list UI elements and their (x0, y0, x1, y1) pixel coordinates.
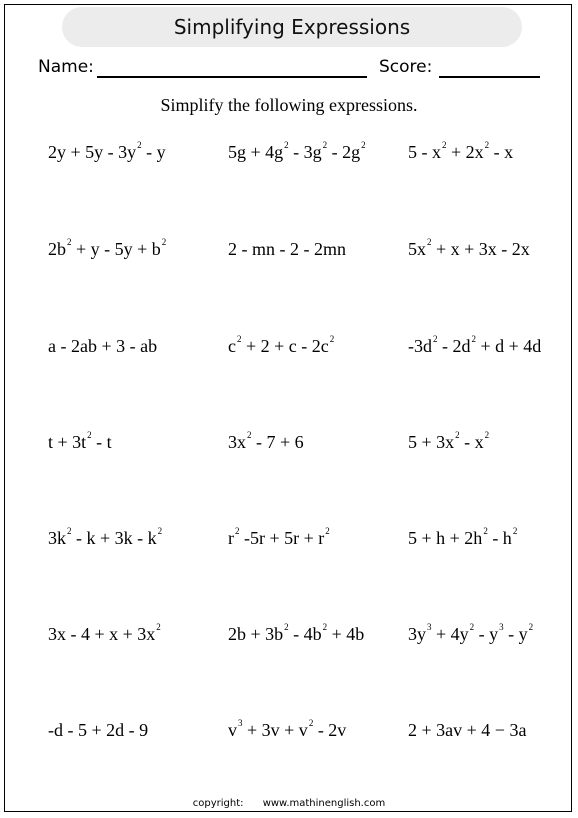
problem-2-1: $2b^2 + y - 5y + b^2$ (48, 237, 167, 259)
problem-4-2: $3x^2 - 7 + 6$ (228, 430, 304, 452)
problem-5-2: $r^2$ $-5r + 5r + r^2$ (228, 526, 330, 548)
score-label: Score: (379, 57, 433, 77)
site-url: www.mathinenglish.com (262, 798, 386, 809)
problem-6-3: $3y^3 + 4y^2 - y^3 - y^2$ (408, 622, 534, 644)
problem-3-2: $c^2 + 2 + c - 2c^2$ (228, 334, 335, 356)
name-line (97, 76, 367, 78)
problem-7-3: 2 + 3av + 4 − 3a (408, 720, 527, 740)
score-line (439, 76, 540, 78)
problem-7-1: -d - 5 + 2d - 9 (48, 720, 149, 740)
worksheet-page (4, 4, 572, 812)
problem-2-2: 2 - mn - 2 - 2mn (228, 239, 346, 259)
problem-4-1: $t + 3t^2 - t$ (48, 430, 112, 452)
worksheet-title: Simplifying Expressions (62, 7, 522, 47)
problem-1-2: $5g + 4g^2 - 3g^2 - 2g^2$ (228, 140, 366, 162)
problem-3-3: $-3d^2 - 2d^2 + d + 4d$ (408, 334, 542, 356)
problem-6-1: $3x - 4 + x + 3x^2$ (48, 622, 161, 644)
problem-1-3: $5 - x^2 + 2x^2 - x$ (408, 140, 514, 162)
problem-4-3: $5 + 3x^2 - x^2$ (408, 430, 490, 452)
problem-5-1: $3k^2 - k + 3k - k^2$ (48, 526, 163, 548)
problem-3-1: a - 2ab + 3 - ab (48, 336, 158, 356)
problem-2-3: $5x^2 + x + 3x - 2x$ (408, 237, 530, 259)
instructions: Simplify the following expressions. (160, 95, 418, 115)
problem-5-3: $5 + h + 2h^2 - h^2$ (408, 526, 518, 548)
name-label: Name: (38, 57, 94, 77)
copyright-label: copyright: (192, 798, 244, 809)
problem-7-2: $v^3 + 3v + v^2 - 2v$ (228, 718, 347, 740)
problem-1-1: $2y + 5y - 3y^2 - y$ (48, 140, 166, 162)
footer (0, 798, 578, 809)
problem-6-2: $2b + 3b^2 - 4b^2 + 4b$ (228, 622, 365, 644)
